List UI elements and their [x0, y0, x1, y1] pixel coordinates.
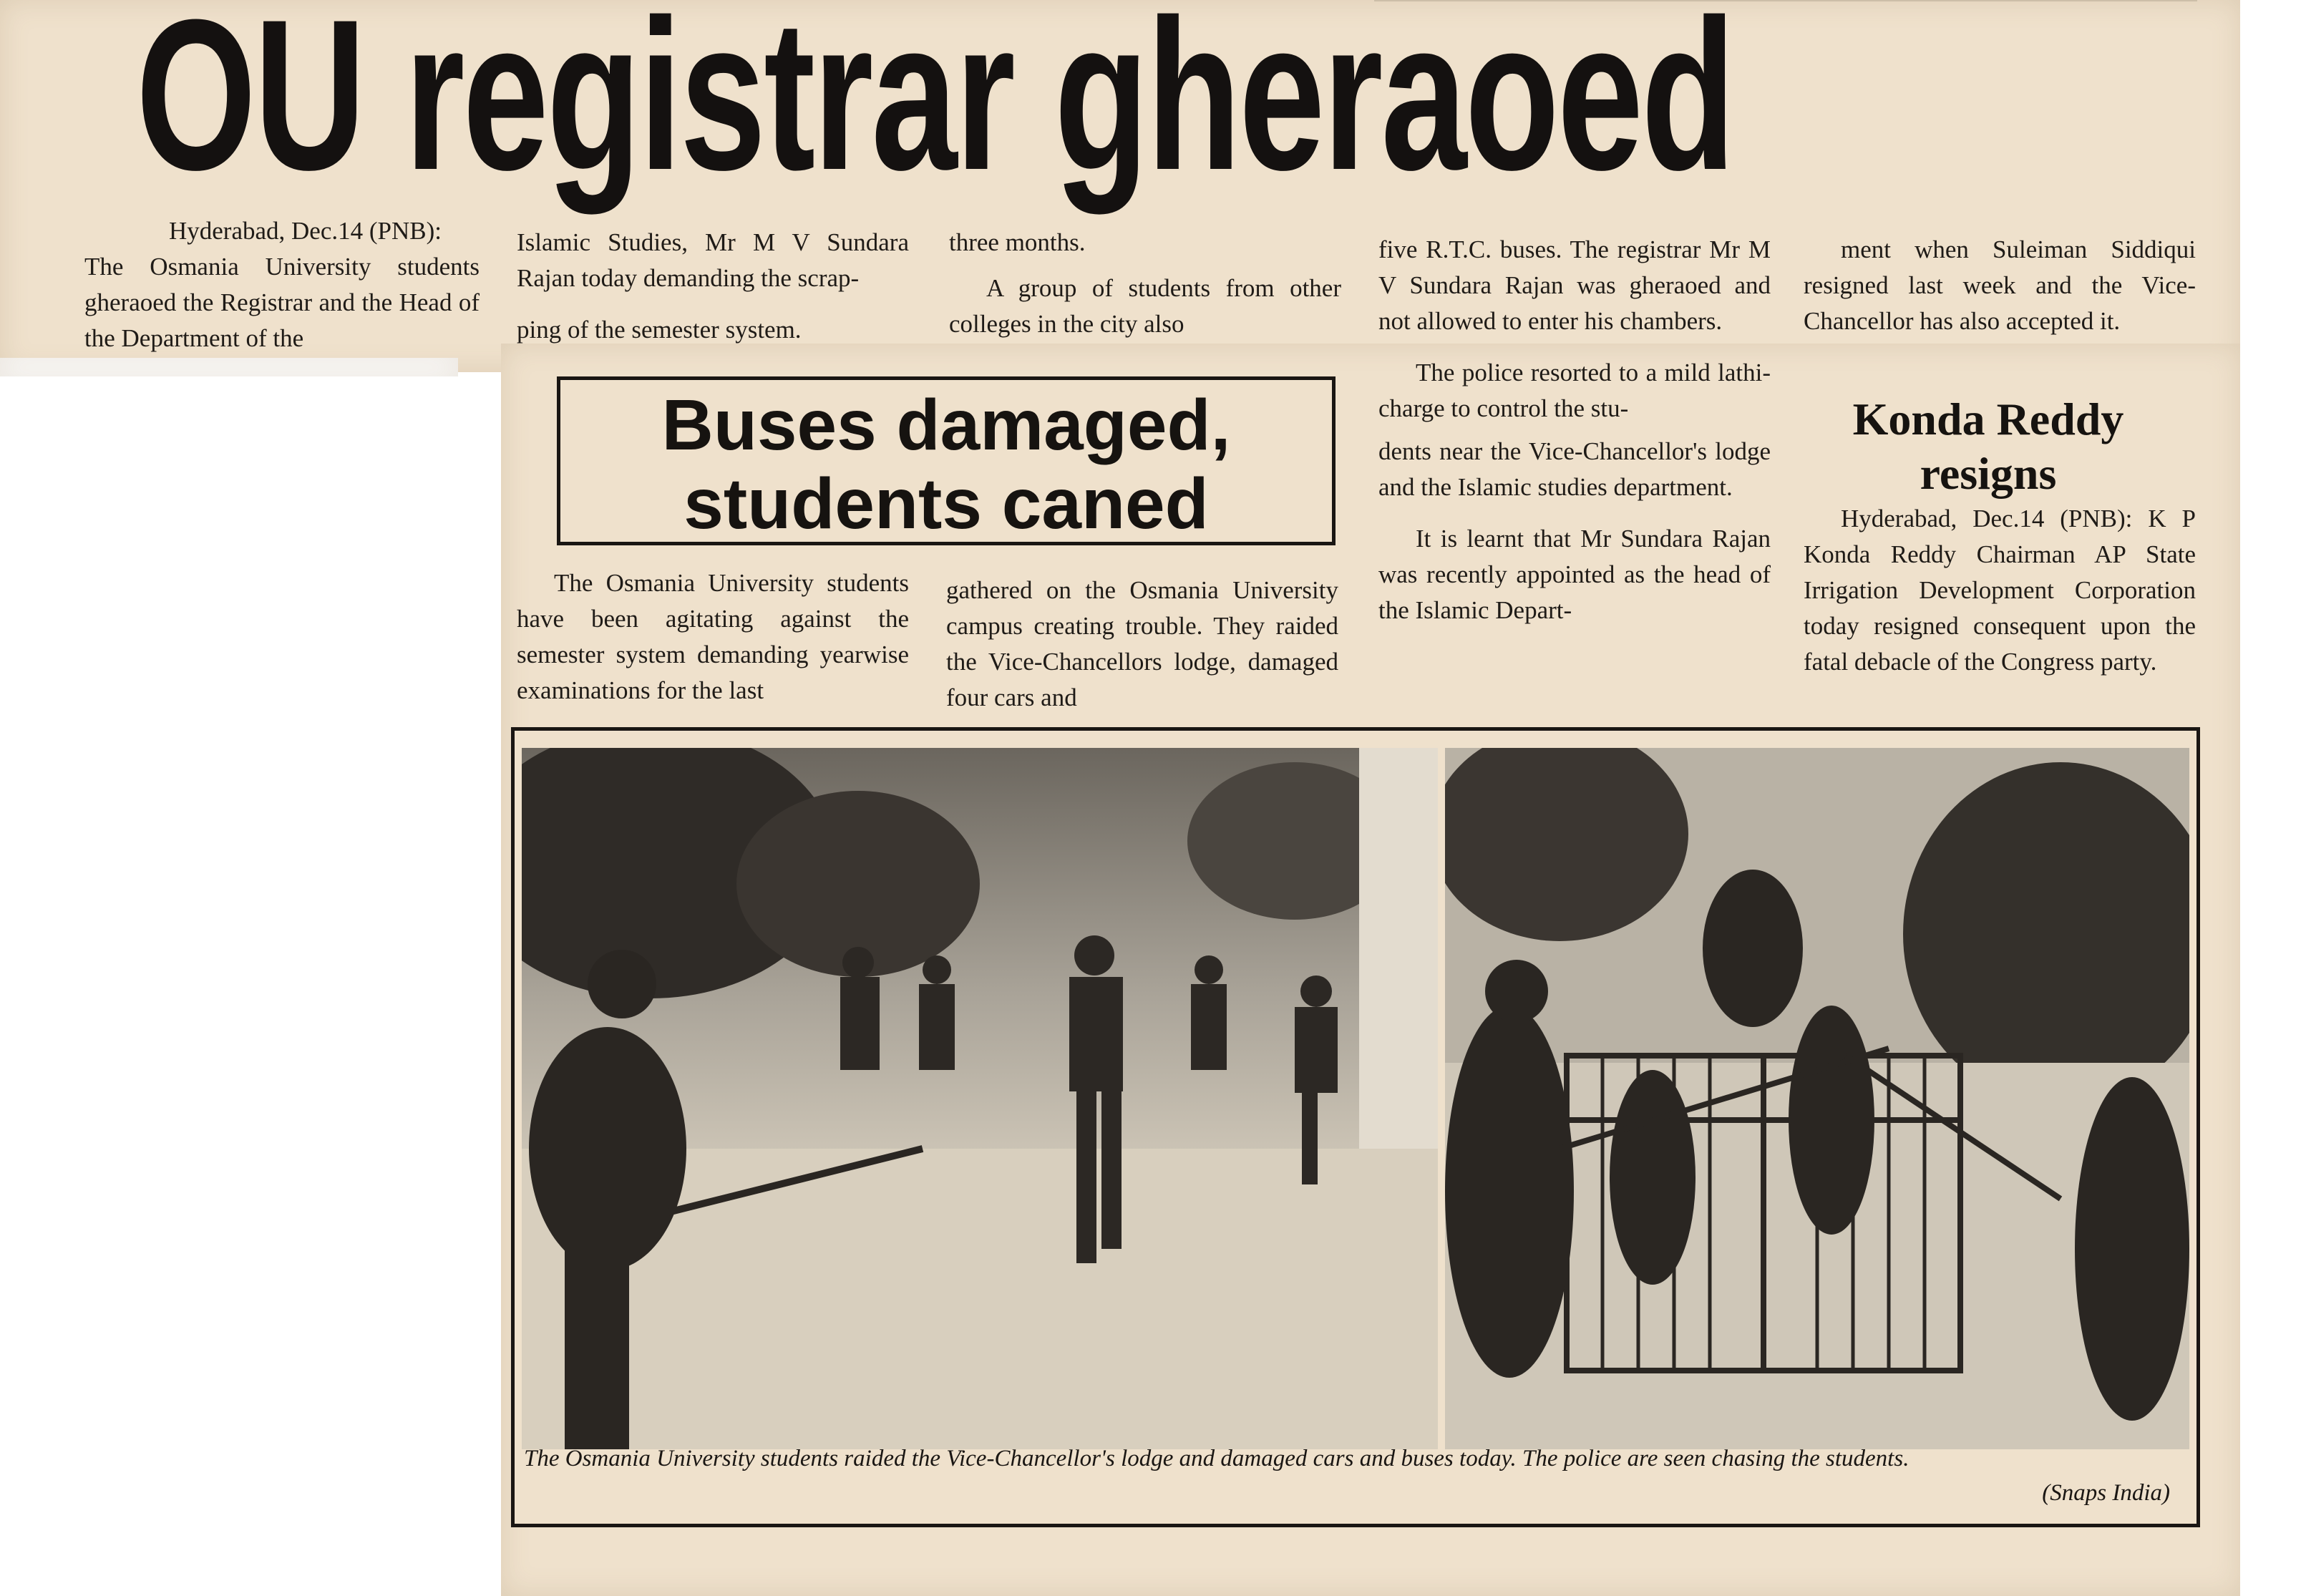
lead-dateline: Hyderabad, Dec.14 (PNB):: [169, 217, 442, 245]
column-5: [1804, 232, 2196, 355]
column-2-line1: Islamic Studies, Mr M V Sundara Rajan today demanding the scrap-: [517, 228, 909, 292]
subheadline-box: [557, 376, 1336, 545]
subheadline-line1: Buses damaged,: [661, 385, 1231, 465]
gate-scene-image: [1445, 748, 2189, 1449]
konda-text: Hyderabad, Dec.14 (PNB): K P Konda Reddy Chairman AP State Irrigation Development Corporation today resigned consequent upon the fatal debacle of the Congress party.: [1804, 505, 2196, 676]
column-4: [1378, 232, 1771, 644]
column-3-top: [949, 225, 1341, 358]
clipping-torn-edge: [0, 358, 458, 376]
lead-column: [84, 213, 480, 356]
photo-caption: [524, 1441, 2170, 1506]
column-4-para2b: dents near the Vice-Chancellor's lodge and the Islamic studies department.: [1378, 437, 1771, 501]
column-4-para1: five R.T.C. buses. The registrar Mr M V Sundara Rajan was gheraoed and not allowed to enter his chambers.: [1378, 235, 1771, 335]
chase-scene-image: [522, 748, 1438, 1449]
subheadline-line2: students caned: [683, 464, 1209, 544]
photo-right: [1445, 748, 2189, 1449]
column-3-bottom: gathered on the Osmania University campus creating trouble. They raided the Vice-Chancellors lodge, damaged four cars and: [946, 576, 1338, 711]
column-3-line2: A group of students from other colleges in the city also: [949, 274, 1341, 338]
photo-left: [522, 748, 1438, 1449]
column-4-para2a: The police resorted to a mild lathi-charge to control the stu-: [1378, 359, 1771, 422]
column-2-line2: ping of the semester system.: [517, 316, 802, 344]
column-3-line1: three months.: [949, 228, 1086, 256]
column-5-text: ment when Suleiman Siddiqui resigned last week and the Vice-Chancellor has also accepted it.: [1804, 235, 2196, 335]
lead-text: The Osmania University students gheraoed the Registrar and the Head of the Department of the: [84, 253, 480, 352]
column-2-bottom: The Osmania University students have been agitating against the semester system demanding yearwise examinations for the last: [517, 569, 909, 704]
column-4-para3: It is learnt that Mr Sundara Rajan was recently appointed as the head of the Islamic Depart-: [1378, 525, 1771, 624]
konda-headline-line1: Konda Reddy: [1852, 394, 2124, 444]
photo-caption-text: The Osmania University students raided the Vice-Chancellor's lodge and damaged cars and buses today. The police are seen chasing the students.: [524, 1446, 1909, 1471]
page-title: OU registrar gheraoed: [136, 0, 1734, 215]
konda-headline: [1795, 392, 2181, 501]
konda-headline-line2: resigns: [1920, 448, 2057, 499]
photo-credit: (Snaps India): [2042, 1480, 2170, 1506]
column-2-top: [517, 225, 909, 364]
photo-frame: [511, 727, 2200, 1527]
